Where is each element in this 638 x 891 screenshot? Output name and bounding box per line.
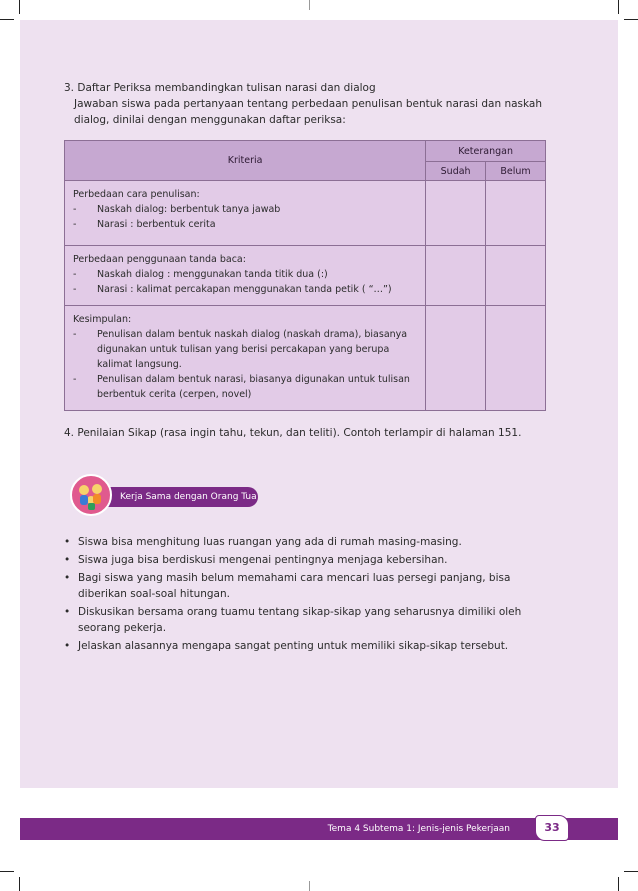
bullet-list xyxy=(64,534,558,656)
header-belum: Belum xyxy=(486,162,546,181)
criteria-cell xyxy=(65,306,426,411)
criteria-heading: Perbedaan penggunaan tanda baca: xyxy=(73,254,246,265)
section-badge xyxy=(70,474,270,516)
crop-mark xyxy=(0,19,14,20)
crop-mark xyxy=(309,0,310,10)
crop-mark xyxy=(618,877,619,891)
crop-mark xyxy=(19,0,20,14)
criteria-item: - Penulisan dalam bentuk naskah dialog (naskah drama), biasanya digunakan untuk tulisan yang berisi percakapan yang berupa kalimat langsung. xyxy=(73,329,408,370)
family-illustration-icon xyxy=(70,474,112,516)
item-3-subtitle-line2: dialog, dinilai dengan menggunakan daftar periksa: xyxy=(74,114,346,126)
list-item: • Siswa bisa menghitung luas ruangan yang ada di rumah masing-masing. xyxy=(64,536,462,548)
check-cell-sudah[interactable] xyxy=(426,246,486,306)
crop-mark xyxy=(19,877,20,891)
item-3-subtitle-line1: Jawaban siswa pada pertanyaan tentang perbedaan penulisan bentuk narasi dan naskah xyxy=(74,98,542,110)
crop-mark xyxy=(0,871,14,872)
badge-label: Kerja Sama dengan Orang Tua xyxy=(120,492,257,502)
criteria-item: - Naskah dialog : menggunakan tanda titik dua (:) xyxy=(73,269,328,280)
crop-mark xyxy=(309,881,310,891)
check-cell-belum[interactable] xyxy=(486,246,546,306)
checklist-table xyxy=(64,140,546,411)
footer-text: Tema 4 Subtema 1: Jenis-jenis Pekerjaan xyxy=(327,824,510,834)
criteria-cell xyxy=(65,181,426,246)
check-cell-belum[interactable] xyxy=(486,306,546,411)
crop-mark xyxy=(624,871,638,872)
table-row xyxy=(65,181,546,246)
check-cell-sudah[interactable] xyxy=(426,181,486,246)
criteria-item: - Narasi : kalimat percakapan menggunakan tanda petik ( “…”) xyxy=(73,284,392,295)
footer-bar xyxy=(20,818,618,840)
header-kriteria: Kriteria xyxy=(65,141,426,181)
criteria-cell xyxy=(65,246,426,306)
check-cell-sudah[interactable] xyxy=(426,306,486,411)
crop-mark xyxy=(618,0,619,14)
table-row xyxy=(65,246,546,306)
family-icon xyxy=(72,476,110,514)
list-item: • Diskusikan bersama orang tuamu tentang sikap-sikap yang seharusnya dimiliki oleh seorang pekerja. xyxy=(64,606,522,634)
criteria-heading: Perbedaan cara penulisan: xyxy=(73,189,200,200)
crop-mark xyxy=(624,19,638,20)
criteria-item: - Narasi : berbentuk cerita xyxy=(73,219,216,230)
list-item: • Bagi siswa yang masih belum memahami cara mencari luas persegi panjang, bisa diberikan soal-soal hitungan. xyxy=(64,572,511,600)
list-item: • Siswa juga bisa berdiskusi mengenai pentingnya menjaga kebersihan. xyxy=(64,554,448,566)
table-row xyxy=(65,306,546,411)
header-sudah: Sudah xyxy=(426,162,486,181)
header-keterangan: Keterangan xyxy=(426,141,546,162)
criteria-item: - Naskah dialog: berbentuk tanya jawab xyxy=(73,204,281,215)
page-number: 33 xyxy=(535,815,569,841)
main-content xyxy=(64,80,558,452)
list-item: • Jelaskan alasannya mengapa sangat penting untuk memiliki sikap-sikap tersebut. xyxy=(64,640,509,652)
criteria-item: - Penulisan dalam bentuk narasi, biasanya digunakan untuk tulisan berbentuk cerita (cerpen, novel) xyxy=(73,374,410,400)
item-3-title: 3. Daftar Periksa membandingkan tulisan narasi dan dialog xyxy=(64,82,376,94)
item-4-text: 4. Penilaian Sikap (rasa ingin tahu, tekun, dan teliti). Contoh terlampir di halaman 151. xyxy=(64,427,522,439)
criteria-heading: Kesimpulan: xyxy=(73,314,132,325)
check-cell-belum[interactable] xyxy=(486,181,546,246)
